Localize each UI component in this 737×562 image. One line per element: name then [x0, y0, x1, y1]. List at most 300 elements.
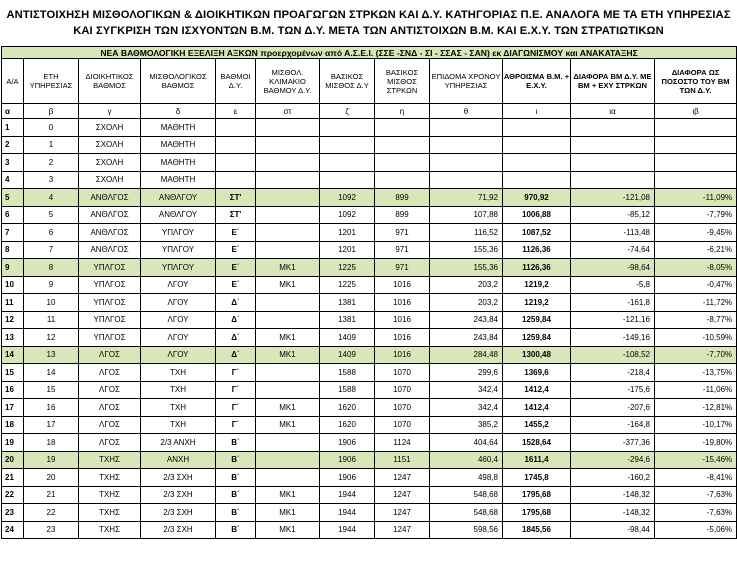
base-salary-civil-cell: 1201	[320, 241, 375, 259]
sum-cell: 1219,2	[503, 276, 571, 294]
sum-cell: 1300,48	[503, 346, 571, 364]
base-salary-military-cell: 1016	[375, 311, 430, 329]
civil-grade-cell: Δ΄	[216, 346, 256, 364]
header-cell: Α/Α	[2, 59, 24, 104]
difference-cell	[571, 136, 655, 154]
admin-rank-cell: ΑΝΘΛΓΟΣ	[79, 241, 141, 259]
pay-step-cell	[256, 136, 320, 154]
table-row	[2, 364, 737, 382]
admin-rank-cell: ΛΓΟΣ	[79, 381, 141, 399]
years-cell: 4	[24, 189, 79, 207]
table-row	[2, 381, 737, 399]
admin-rank-cell: ΛΓΟΣ	[79, 434, 141, 452]
admin-rank-cell: ΥΠΛΓΟΣ	[79, 294, 141, 312]
admin-rank-cell: ΛΓΟΣ	[79, 399, 141, 417]
service-allowance-cell: 548,68	[430, 504, 503, 522]
service-allowance-cell: 71,92	[430, 189, 503, 207]
years-cell: 8	[24, 259, 79, 277]
civil-grade-cell: Δ΄	[216, 311, 256, 329]
header-cell: ΕΠΙΔΟΜΑ ΧΡΟΝΟΥ ΥΠΗΡΕΣΙΑΣ	[430, 59, 503, 104]
difference-cell: -148,32	[571, 504, 655, 522]
pay-step-cell	[256, 311, 320, 329]
admin-rank-cell: ΥΠΛΓΟΣ	[79, 276, 141, 294]
years-cell: 7	[24, 241, 79, 259]
base-salary-civil-cell: 1906	[320, 434, 375, 452]
service-allowance-cell: 598,56	[430, 521, 503, 539]
table-row	[2, 486, 737, 504]
aa-cell: 6	[2, 206, 24, 224]
pay-step-cell: ΜΚ1	[256, 259, 320, 277]
base-salary-military-cell	[375, 154, 430, 172]
years-cell: 18	[24, 434, 79, 452]
years-cell: 10	[24, 294, 79, 312]
column-index-row	[2, 104, 737, 119]
base-salary-civil-cell: 1588	[320, 381, 375, 399]
base-salary-military-cell	[375, 136, 430, 154]
base-salary-military-cell: 1070	[375, 399, 430, 417]
table-row	[2, 451, 737, 469]
base-salary-military-cell: 1016	[375, 294, 430, 312]
pay-rank-cell: ΑΝΧΗ	[141, 451, 216, 469]
service-allowance-cell: 385,2	[430, 416, 503, 434]
years-cell: 21	[24, 486, 79, 504]
base-salary-military-cell: 1070	[375, 416, 430, 434]
table-row	[2, 504, 737, 522]
banner-row	[2, 47, 737, 59]
pay-rank-cell: ΤΧΗ	[141, 381, 216, 399]
difference-cell: -74,64	[571, 241, 655, 259]
aa-cell: 8	[2, 241, 24, 259]
comparison-table	[1, 46, 737, 539]
difference-percent-cell	[655, 119, 737, 137]
service-allowance-cell: 299,6	[430, 364, 503, 382]
years-cell: 14	[24, 364, 79, 382]
table-row	[2, 276, 737, 294]
civil-grade-cell: Β΄	[216, 521, 256, 539]
base-salary-civil-cell: 1944	[320, 486, 375, 504]
aa-cell: 18	[2, 416, 24, 434]
header-cell: ΜΙΣΘΟΛ. ΚΛΙΜΑΚΙΟ ΒΑΘΜΟΥ Δ.Υ.	[256, 59, 320, 104]
admin-rank-cell: ΣΧΟΛΗ	[79, 136, 141, 154]
pay-rank-cell: ΥΠΛΓΟΥ	[141, 224, 216, 242]
aa-cell: 7	[2, 224, 24, 242]
base-salary-military-cell: 1247	[375, 469, 430, 487]
pay-rank-cell: ΛΓΟΥ	[141, 346, 216, 364]
column-index-cell: ι	[503, 104, 571, 119]
base-salary-civil-cell	[320, 119, 375, 137]
service-allowance-cell	[430, 119, 503, 137]
header-cell: ΔΙΑΦΟΡΑ ΒΜ Δ.Υ. ΜΕ ΒΜ + ΕΧΥ ΣΤΡΚΩΝ	[571, 59, 655, 104]
pay-rank-cell: 2/3 ΣΧΗ	[141, 504, 216, 522]
sum-cell	[503, 119, 571, 137]
difference-percent-cell: -10,17%	[655, 416, 737, 434]
pay-rank-cell: ΛΓΟΥ	[141, 311, 216, 329]
base-salary-civil-cell	[320, 136, 375, 154]
column-index-cell: θ	[430, 104, 503, 119]
table-row	[2, 329, 737, 347]
service-allowance-cell: 203,2	[430, 294, 503, 312]
sum-cell: 1126,36	[503, 259, 571, 277]
base-salary-military-cell: 1124	[375, 434, 430, 452]
difference-cell: -85,12	[571, 206, 655, 224]
service-allowance-cell: 155,36	[430, 241, 503, 259]
aa-cell: 11	[2, 294, 24, 312]
aa-cell: 14	[2, 346, 24, 364]
pay-step-cell: ΜΚ1	[256, 276, 320, 294]
table-row	[2, 311, 737, 329]
sum-cell: 1795,68	[503, 504, 571, 522]
years-cell: 6	[24, 224, 79, 242]
years-cell: 13	[24, 346, 79, 364]
base-salary-civil-cell: 1092	[320, 206, 375, 224]
base-salary-military-cell: 1070	[375, 381, 430, 399]
civil-grade-cell: Β΄	[216, 469, 256, 487]
pay-rank-cell: ΜΑΘΗΤΗ	[141, 154, 216, 172]
pay-step-cell	[256, 434, 320, 452]
sum-cell: 1795,68	[503, 486, 571, 504]
service-allowance-cell: 498,8	[430, 469, 503, 487]
difference-percent-cell	[655, 154, 737, 172]
table-row	[2, 171, 737, 189]
base-salary-military-cell: 1070	[375, 364, 430, 382]
base-salary-civil-cell: 1225	[320, 259, 375, 277]
civil-grade-cell	[216, 136, 256, 154]
years-cell: 3	[24, 171, 79, 189]
service-allowance-cell	[430, 154, 503, 172]
base-salary-military-cell: 1247	[375, 486, 430, 504]
civil-grade-cell: Ε΄	[216, 224, 256, 242]
pay-step-cell	[256, 171, 320, 189]
civil-grade-cell: Γ΄	[216, 416, 256, 434]
table-row	[2, 469, 737, 487]
aa-cell: 19	[2, 434, 24, 452]
pay-step-cell	[256, 224, 320, 242]
difference-cell: -218,4	[571, 364, 655, 382]
table-row	[2, 224, 737, 242]
base-salary-military-cell: 899	[375, 206, 430, 224]
base-salary-military-cell: 1016	[375, 346, 430, 364]
pay-step-cell	[256, 364, 320, 382]
table-row	[2, 206, 737, 224]
aa-cell: 17	[2, 399, 24, 417]
pay-rank-cell: ΥΠΛΓΟΥ	[141, 241, 216, 259]
admin-rank-cell: ΛΓΟΣ	[79, 416, 141, 434]
service-allowance-cell	[430, 136, 503, 154]
aa-cell: 12	[2, 311, 24, 329]
table-row	[2, 434, 737, 452]
header-cell: ΒΑΘΜΟΙ Δ.Υ.	[216, 59, 256, 104]
base-salary-civil-cell	[320, 154, 375, 172]
base-salary-civil-cell: 1906	[320, 451, 375, 469]
aa-cell: 23	[2, 504, 24, 522]
service-allowance-cell: 243,84	[430, 311, 503, 329]
base-salary-military-cell: 1016	[375, 329, 430, 347]
pay-rank-cell: ΤΧΗ	[141, 364, 216, 382]
banner-cell: ΝΕΑ ΒΑΘΜΟΛΟΓΙΚΗ ΕΞΕΛΙΞΗ ΑΞΚΩΝ προερχομένων από Α.Σ.Ε.Ι. (ΣΣΕ -ΣΝΔ - ΣΙ - ΣΣΑΣ - ΣΑΝ) εκ ΔΙΑΓΩΝΙΣΜΟΥ και ΑΝΑΚΑΤΑΞΗΣ	[2, 47, 737, 59]
header-row	[2, 59, 737, 104]
difference-percent-cell: -8,41%	[655, 469, 737, 487]
header-cell: ΑΘΡΟΙΣΜΑ Β.Μ. + Ε.Χ.Υ.	[503, 59, 571, 104]
pay-step-cell	[256, 154, 320, 172]
difference-cell: -108,52	[571, 346, 655, 364]
difference-cell	[571, 171, 655, 189]
sum-cell: 1412,4	[503, 399, 571, 417]
difference-cell: -175,6	[571, 381, 655, 399]
pay-rank-cell: ΑΝΘΛΓΟΥ	[141, 189, 216, 207]
aa-cell: 24	[2, 521, 24, 539]
aa-cell: 10	[2, 276, 24, 294]
admin-rank-cell: ΣΧΟΛΗ	[79, 171, 141, 189]
base-salary-civil-cell: 1906	[320, 469, 375, 487]
difference-percent-cell: -19,80%	[655, 434, 737, 452]
base-salary-civil-cell: 1620	[320, 399, 375, 417]
difference-cell: -377,36	[571, 434, 655, 452]
civil-grade-cell: Ε΄	[216, 241, 256, 259]
admin-rank-cell: ΑΝΘΛΓΟΣ	[79, 189, 141, 207]
difference-cell: -121,16	[571, 311, 655, 329]
title-block	[0, 0, 737, 46]
pay-step-cell	[256, 119, 320, 137]
pay-rank-cell: ΛΓΟΥ	[141, 294, 216, 312]
sum-cell: 1528,64	[503, 434, 571, 452]
difference-cell: -5,8	[571, 276, 655, 294]
column-index-cell: δ	[141, 104, 216, 119]
pay-rank-cell: ΤΧΗ	[141, 416, 216, 434]
difference-cell	[571, 119, 655, 137]
civil-grade-cell: Γ΄	[216, 399, 256, 417]
civil-grade-cell	[216, 154, 256, 172]
years-cell: 16	[24, 399, 79, 417]
sum-cell: 970,92	[503, 189, 571, 207]
admin-rank-cell: ΤΧΗΣ	[79, 486, 141, 504]
admin-rank-cell: ΤΧΗΣ	[79, 521, 141, 539]
pay-step-cell: ΜΚ1	[256, 504, 320, 522]
table-row	[2, 416, 737, 434]
column-index-cell: στ	[256, 104, 320, 119]
pay-rank-cell: ΛΓΟΥ	[141, 276, 216, 294]
difference-percent-cell: -11,09%	[655, 189, 737, 207]
base-salary-civil-cell: 1225	[320, 276, 375, 294]
base-salary-military-cell	[375, 119, 430, 137]
sum-cell: 1369,6	[503, 364, 571, 382]
admin-rank-cell: ΣΧΟΛΗ	[79, 119, 141, 137]
base-salary-military-cell: 971	[375, 241, 430, 259]
years-cell: 19	[24, 451, 79, 469]
aa-cell: 2	[2, 136, 24, 154]
difference-percent-cell: -5,06%	[655, 521, 737, 539]
admin-rank-cell: ΥΠΛΓΟΣ	[79, 259, 141, 277]
pay-rank-cell: 2/3 ΑΝΧΗ	[141, 434, 216, 452]
difference-percent-cell: -13,75%	[655, 364, 737, 382]
difference-cell: -121,08	[571, 189, 655, 207]
pay-step-cell	[256, 451, 320, 469]
sum-cell	[503, 171, 571, 189]
years-cell: 0	[24, 119, 79, 137]
pay-rank-cell: ΥΠΛΓΟΥ	[141, 259, 216, 277]
pay-rank-cell: 2/3 ΣΧΗ	[141, 521, 216, 539]
pay-step-cell	[256, 206, 320, 224]
pay-step-cell	[256, 381, 320, 399]
difference-percent-cell: -10,59%	[655, 329, 737, 347]
service-allowance-cell: 460,4	[430, 451, 503, 469]
pay-rank-cell: ΑΝΘΛΓΟΥ	[141, 206, 216, 224]
service-allowance-cell: 155,36	[430, 259, 503, 277]
difference-percent-cell: -11,72%	[655, 294, 737, 312]
years-cell: 22	[24, 504, 79, 522]
pay-step-cell: ΜΚ1	[256, 521, 320, 539]
column-index-cell: η	[375, 104, 430, 119]
service-allowance-cell: 404,64	[430, 434, 503, 452]
years-cell: 17	[24, 416, 79, 434]
difference-percent-cell: -8,05%	[655, 259, 737, 277]
pay-step-cell	[256, 469, 320, 487]
admin-rank-cell: ΤΧΗΣ	[79, 451, 141, 469]
title-line-2: ΚΑΙ ΣΥΓΚΡΙΣΗ ΤΩΝ ΙΣΧΥΟΝΤΩΝ Β.Μ. ΤΩΝ Δ.Υ. ΜΕΤΑ ΤΩΝ ΑΝΤΙΣΤΟΙΧΩΝ Β.Μ. ΚΑΙ Ε.Χ.Υ. ΤΩΝ ΣΤΡΑΤΙΩΤΙΚΩΝ	[73, 25, 664, 37]
header-cell: ΒΑΣΙΚΟΣ ΜΙΣΘΟΣ ΣΤΡΚΩΝ	[375, 59, 430, 104]
difference-percent-cell: -7,79%	[655, 206, 737, 224]
civil-grade-cell: Γ΄	[216, 381, 256, 399]
sum-cell: 1745,8	[503, 469, 571, 487]
pay-step-cell: ΜΚ1	[256, 416, 320, 434]
difference-percent-cell: -9,45%	[655, 224, 737, 242]
difference-percent-cell	[655, 171, 737, 189]
years-cell: 20	[24, 469, 79, 487]
difference-percent-cell: -8,77%	[655, 311, 737, 329]
difference-percent-cell: -7,63%	[655, 486, 737, 504]
civil-grade-cell: Β΄	[216, 486, 256, 504]
civil-grade-cell: Ε΄	[216, 276, 256, 294]
sum-cell: 1259,84	[503, 329, 571, 347]
difference-cell: -98,64	[571, 259, 655, 277]
header-cell: ΔΙΑΦΟΡΑ ΩΣ ΠΟΣΟΣΤΟ ΤΟΥ ΒΜ ΤΩΝ Δ.Υ.	[655, 59, 737, 104]
service-allowance-cell: 342,4	[430, 399, 503, 417]
table-row	[2, 294, 737, 312]
table-row	[2, 189, 737, 207]
pay-step-cell	[256, 189, 320, 207]
pay-rank-cell: ΤΧΗ	[141, 399, 216, 417]
admin-rank-cell: ΛΓΟΣ	[79, 346, 141, 364]
header-cell: ΜΙΣΘΟΛΟΓΙΚΟΣ ΒΑΘΜΟΣ	[141, 59, 216, 104]
aa-cell: 15	[2, 364, 24, 382]
pay-rank-cell: ΜΑΘΗΤΗ	[141, 136, 216, 154]
table-row	[2, 346, 737, 364]
aa-cell: 22	[2, 486, 24, 504]
base-salary-military-cell: 971	[375, 224, 430, 242]
base-salary-civil-cell	[320, 171, 375, 189]
aa-cell: 13	[2, 329, 24, 347]
difference-percent-cell	[655, 136, 737, 154]
base-salary-civil-cell: 1944	[320, 504, 375, 522]
aa-cell: 1	[2, 119, 24, 137]
years-cell: 2	[24, 154, 79, 172]
admin-rank-cell: ΑΝΘΛΓΟΣ	[79, 206, 141, 224]
header-cell: ΕΤΗ ΥΠΗΡΕΣΙΑΣ	[24, 59, 79, 104]
header-cell: ΒΑΣΙΚΟΣ ΜΙΣΘΟΣ Δ.Υ	[320, 59, 375, 104]
difference-percent-cell: -11,06%	[655, 381, 737, 399]
years-cell: 1	[24, 136, 79, 154]
pay-rank-cell: 2/3 ΣΧΗ	[141, 469, 216, 487]
sum-cell: 1087,52	[503, 224, 571, 242]
difference-cell: -294,6	[571, 451, 655, 469]
aa-cell: 21	[2, 469, 24, 487]
years-cell: 23	[24, 521, 79, 539]
civil-grade-cell	[216, 119, 256, 137]
admin-rank-cell: ΑΝΘΛΓΟΣ	[79, 224, 141, 242]
pay-rank-cell: 2/3 ΣΧΗ	[141, 486, 216, 504]
sum-cell: 1845,56	[503, 521, 571, 539]
base-salary-military-cell: 1247	[375, 521, 430, 539]
base-salary-civil-cell: 1409	[320, 329, 375, 347]
difference-cell: -164,8	[571, 416, 655, 434]
pay-rank-cell: ΜΑΘΗΤΗ	[141, 119, 216, 137]
base-salary-civil-cell: 1201	[320, 224, 375, 242]
admin-rank-cell: ΥΠΛΓΟΣ	[79, 311, 141, 329]
civil-grade-cell	[216, 171, 256, 189]
column-index-cell: ιβ	[655, 104, 737, 119]
pay-step-cell	[256, 294, 320, 312]
base-salary-civil-cell: 1944	[320, 521, 375, 539]
table-row	[2, 241, 737, 259]
pay-step-cell: ΜΚ1	[256, 329, 320, 347]
table-body	[2, 119, 737, 539]
difference-cell: -161,8	[571, 294, 655, 312]
admin-rank-cell: ΤΧΗΣ	[79, 504, 141, 522]
column-index-cell: ια	[571, 104, 655, 119]
civil-grade-cell: Δ΄	[216, 329, 256, 347]
column-index-cell: β	[24, 104, 79, 119]
years-cell: 5	[24, 206, 79, 224]
pay-rank-cell: ΜΑΘΗΤΗ	[141, 171, 216, 189]
title-line-1: ΑΝΤΙΣΤΟΙΧΗΣΗ ΜΙΣΘΟΛΟΓΙΚΩΝ & ΔΙΟΙΚΗΤΙΚΩΝ ΠΡΟΑΓΩΓΩΝ ΣΤΡΚΩΝ ΚΑΙ Δ.Υ. ΚΑΤΗΓΟΡΙΑΣ Π.Ε. ΑΝΑΛΟΓΑ ΜΕ ΤΑ ΕΤΗ ΥΠΗΡΕΣΙΑΣ	[6, 9, 731, 21]
admin-rank-cell: ΥΠΛΓΟΣ	[79, 329, 141, 347]
difference-cell: -98,44	[571, 521, 655, 539]
base-salary-civil-cell: 1092	[320, 189, 375, 207]
base-salary-military-cell: 1247	[375, 504, 430, 522]
years-cell: 12	[24, 329, 79, 347]
pay-step-cell: ΜΚ1	[256, 346, 320, 364]
column-index-cell: ε	[216, 104, 256, 119]
aa-cell: 9	[2, 259, 24, 277]
sum-cell	[503, 154, 571, 172]
pay-rank-cell: ΛΓΟΥ	[141, 329, 216, 347]
table-row	[2, 259, 737, 277]
difference-percent-cell: -15,46%	[655, 451, 737, 469]
column-index-cell: α	[2, 104, 24, 119]
aa-cell: 16	[2, 381, 24, 399]
civil-grade-cell: Β΄	[216, 451, 256, 469]
column-index-cell: γ	[79, 104, 141, 119]
service-allowance-cell: 284,48	[430, 346, 503, 364]
admin-rank-cell: ΛΓΟΣ	[79, 364, 141, 382]
difference-percent-cell: -12,81%	[655, 399, 737, 417]
service-allowance-cell: 342,4	[430, 381, 503, 399]
table-row	[2, 119, 737, 137]
base-salary-military-cell: 971	[375, 259, 430, 277]
years-cell: 11	[24, 311, 79, 329]
sum-cell: 1412,4	[503, 381, 571, 399]
sum-cell: 1126,36	[503, 241, 571, 259]
difference-cell: -160,2	[571, 469, 655, 487]
sum-cell: 1259,84	[503, 311, 571, 329]
service-allowance-cell: 203,2	[430, 276, 503, 294]
civil-grade-cell: Ε΄	[216, 259, 256, 277]
difference-cell: -149,16	[571, 329, 655, 347]
base-salary-military-cell: 899	[375, 189, 430, 207]
header-cell: ΔΙΟΙΚΗΤΙΚΟΣ ΒΑΘΜΟΣ	[79, 59, 141, 104]
difference-cell: -148,32	[571, 486, 655, 504]
difference-percent-cell: -6,21%	[655, 241, 737, 259]
base-salary-military-cell	[375, 171, 430, 189]
